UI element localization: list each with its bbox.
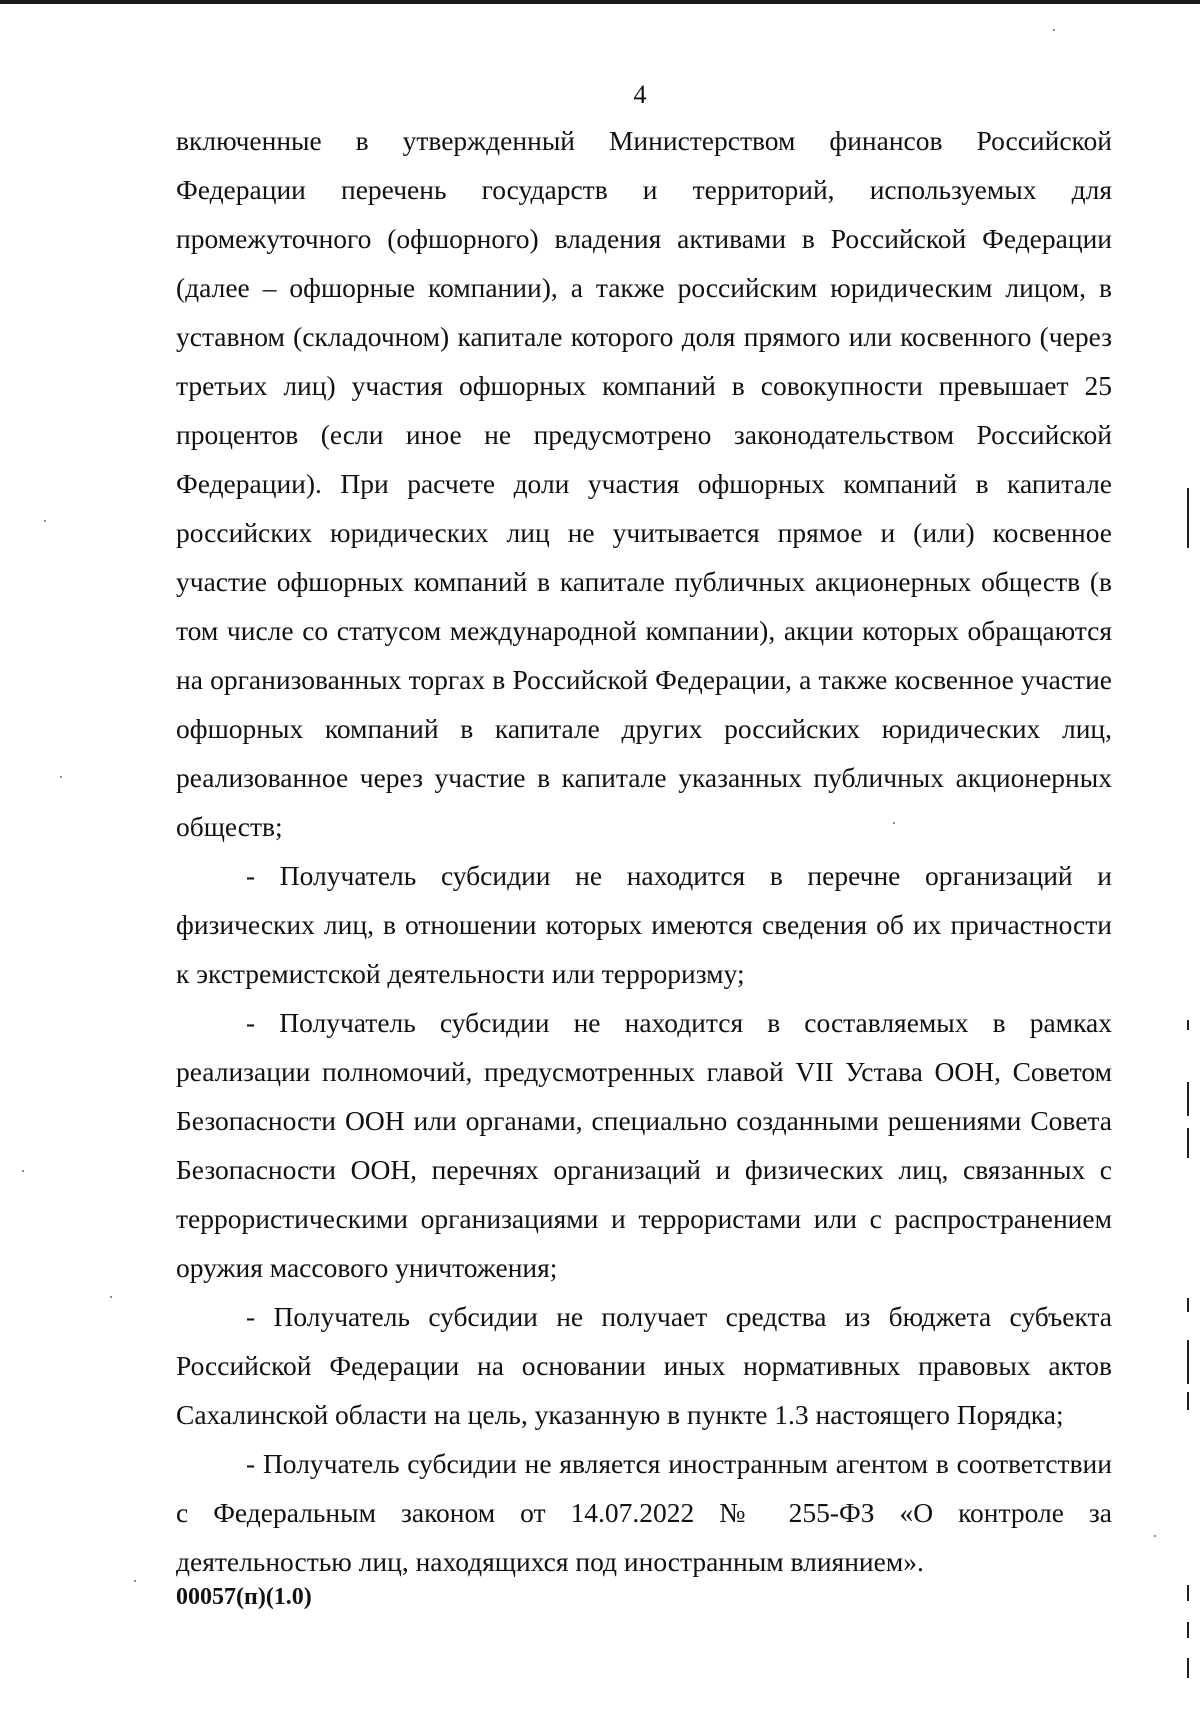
scan-edge-mark [1187, 1658, 1189, 1678]
scan-speck [22, 1170, 24, 1172]
paragraph-un-sanctions: - Получатель субсидии не находится в составляемых в рамках реализации полномочий, предусмотренных главой VII Устава ООН, Советом Безопасности ООН или органами, специально созданными решениями Совета Безопасности ООН, перечнях организаций и физических лиц, связанных с террористическими организациями и террористами или с распространением оружия массового уничтожения; [176, 1007, 1112, 1283]
page-number: 4 [633, 80, 647, 109]
scan-edge-mark [1187, 1128, 1189, 1158]
scan-edge-mark [1187, 1392, 1189, 1410]
top-border-line [0, 0, 1200, 4]
scan-speck [110, 1296, 112, 1298]
scan-speck [44, 520, 46, 522]
paragraph-regional-budget: - Получатель субсидии не получает средства из бюджета субъекта Российской Федерации на основании иных нормативных правовых актов Сахалинской области на цель, указанную в пункте 1.3 настоящего Порядка; [176, 1301, 1112, 1430]
scan-edge-mark [1187, 1340, 1189, 1384]
scan-speck [60, 776, 62, 778]
document-code: 00057(п)(1.0) [176, 1584, 312, 1610]
scan-speck [134, 1580, 136, 1582]
scan-speck [1053, 29, 1055, 31]
scan-edge-mark [1187, 488, 1189, 548]
scan-edge-mark [1187, 1585, 1189, 1601]
paragraph-foreign-agent: - Получатель субсидии не является иностранным агентом в соответствии с Федеральным законом от 14.07.2022 № 255-ФЗ «О контроле за деятельностью лиц, находящихся под иностранным влиянием». [176, 1448, 1112, 1577]
scan-edge-mark [1187, 1020, 1189, 1030]
document-body [176, 116, 1112, 1586]
scan-speck [1154, 1535, 1156, 1537]
scan-edge-mark [1187, 1298, 1189, 1312]
scan-edge-mark [1187, 1082, 1189, 1116]
scan-edge-mark [1187, 1622, 1189, 1638]
paragraph-offshore-continuation: включенные в утвержденный Министерством финансов Российской Федерации перечень государств и территорий, используемых для промежуточного (офшорного) владения активами в Российской Федерации (далее – офшорные компании), а также российским юридическим лицом, в уставном (складочном) капитале которого доля прямого или косвенного (через третьих лиц) участия офшорных компаний в совокупности превышает 25 процентов (если иное не предусмотрено законодательством Российской Федерации). При расчете доли участия офшорных компаний в капитале российских юридических лиц не учитывается прямое и (или) косвенное участие офшорных компаний в капитале публичных акционерных обществ (в том числе со статусом международной компании), акции которых обращаются на организованных торгах в Российской Федерации, а также косвенное участие офшорных компаний в капитале других российских юридических лиц, реализованное через участие в капитале указанных публичных акционерных обществ; [176, 125, 1112, 842]
paragraph-extremism: - Получатель субсидии не находится в перечне организаций и физических лиц, в отношении которых имеются сведения об их причастности к экстремистской деятельности или терроризму; [176, 860, 1112, 989]
scan-speck [893, 822, 895, 824]
